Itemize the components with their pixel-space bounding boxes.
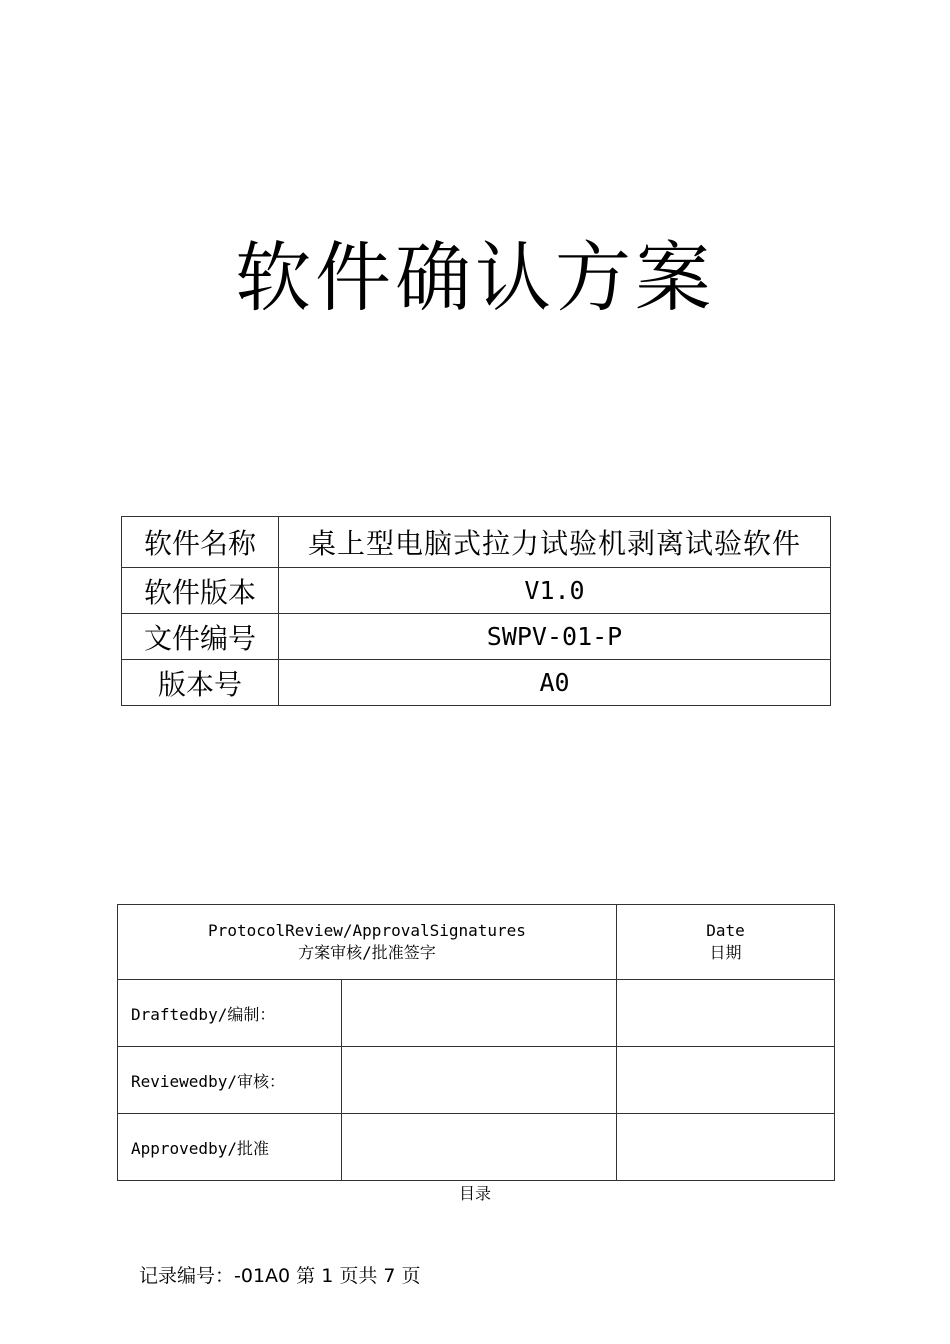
info-row <box>122 517 831 568</box>
date-field[interactable] <box>617 1047 835 1114</box>
software-info-table <box>121 516 831 706</box>
date-field[interactable] <box>617 1114 835 1181</box>
info-label: 软件名称 <box>122 517 279 568</box>
info-row <box>122 660 831 706</box>
signature-field[interactable] <box>342 980 617 1047</box>
signature-row <box>118 1114 835 1181</box>
date-field[interactable] <box>617 980 835 1047</box>
signature-table <box>117 904 835 1181</box>
info-label: 软件版本 <box>122 568 279 614</box>
signature-role-label: Reviewedby/审核： <box>118 1047 342 1114</box>
info-row <box>122 614 831 660</box>
signature-header-cn: 方案审核/批准签字 <box>298 943 436 962</box>
info-label: 文件编号 <box>122 614 279 660</box>
signature-role-label: Draftedby/编制： <box>118 980 342 1047</box>
date-header-cn: 日期 <box>709 943 742 962</box>
signature-header-row <box>118 905 835 980</box>
date-header <box>617 905 835 980</box>
signature-role-label: Approvedby/批准 <box>118 1114 342 1181</box>
toc-heading: 目录 <box>458 1184 491 1203</box>
info-value: 桌上型电脑式拉力试验机剥离试验软件 <box>279 517 831 568</box>
info-value: SWPV-01-P <box>279 614 831 660</box>
signature-header-en: ProtocolReview/ApprovalSignatures <box>208 921 526 940</box>
info-value: A0 <box>279 660 831 706</box>
date-header-en: Date <box>706 921 745 940</box>
info-value: V1.0 <box>279 568 831 614</box>
signature-row <box>118 1047 835 1114</box>
info-row <box>122 568 831 614</box>
info-label: 版本号 <box>122 660 279 706</box>
signature-row <box>118 980 835 1047</box>
page-footer: 记录编号：-01A0 第 1 页共 7 页 <box>139 1265 421 1287</box>
signature-header <box>118 905 617 980</box>
signature-field[interactable] <box>342 1047 617 1114</box>
signature-field[interactable] <box>342 1114 617 1181</box>
document-title: 软件确认方案 <box>235 233 715 322</box>
